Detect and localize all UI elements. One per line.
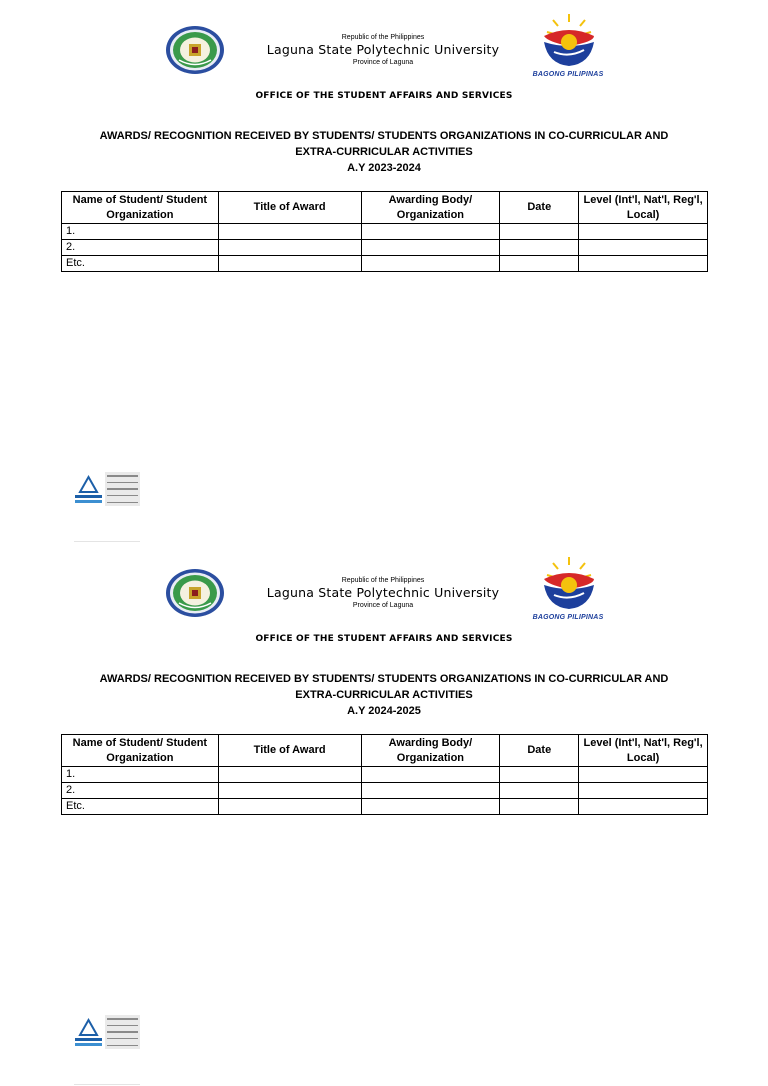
republic-text: Republic of the Philippines <box>341 34 425 41</box>
column-header: Date <box>500 735 579 767</box>
table-cell <box>500 799 579 815</box>
column-header: Awarding Body/ Organization <box>361 735 500 767</box>
table-row <box>62 224 708 240</box>
table-cell <box>500 240 579 256</box>
awards-table <box>61 191 708 272</box>
bagong-pilipinas-logo-icon <box>530 555 606 625</box>
report-title: AWARDS/ RECOGNITION RECEIVED BY STUDENTS/ STUDENTS ORGANIZATIONS IN CO-CURRICULAR AND EXTRA-CURRICULAR ACTIVITIES <box>99 130 669 158</box>
table-cell: 2. <box>62 240 219 256</box>
table-cell <box>361 799 500 815</box>
province-text: Province of Laguna <box>352 602 414 609</box>
table-cell <box>218 224 361 240</box>
table-header-row <box>62 192 708 224</box>
table-cell <box>361 256 500 272</box>
table-row <box>62 240 708 256</box>
column-header: Level (Int'l, Nat'l, Reg'l, Local) <box>579 192 708 224</box>
table-cell <box>361 783 500 799</box>
table-cell <box>579 783 708 799</box>
province-text: Province of Laguna <box>352 59 414 66</box>
table-cell <box>218 783 361 799</box>
column-header: Title of Award <box>218 735 361 767</box>
table-cell <box>579 240 708 256</box>
bagong-pilipinas-text: BAGONG PILIPINAS <box>532 71 604 78</box>
university-seal-icon <box>165 568 225 618</box>
column-header: Date <box>500 192 579 224</box>
office-title: OFFICE OF THE STUDENT AFFAIRS AND SERVICES <box>255 91 513 101</box>
column-header: Awarding Body/ Organization <box>361 192 500 224</box>
university-header <box>248 33 518 67</box>
column-header: Level (Int'l, Nat'l, Reg'l, Local) <box>579 735 708 767</box>
page-divider <box>74 541 140 542</box>
university-name: Laguna State Polytechnic University <box>266 585 500 600</box>
table-cell: Etc. <box>62 799 219 815</box>
university-header <box>248 576 518 610</box>
academic-year: A.Y 2024-2025 <box>347 705 421 717</box>
column-header: Name of Student/ Student Organization <box>62 192 219 224</box>
table-cell <box>500 224 579 240</box>
table-row <box>62 767 708 783</box>
report-heading <box>80 128 688 176</box>
table-cell <box>218 256 361 272</box>
table-cell <box>579 256 708 272</box>
page-divider <box>74 1084 140 1085</box>
column-header: Title of Award <box>218 192 361 224</box>
table-cell <box>500 783 579 799</box>
report-title: AWARDS/ RECOGNITION RECEIVED BY STUDENTS/ STUDENTS ORGANIZATIONS IN CO-CURRICULAR AND EXTRA-CURRICULAR ACTIVITIES <box>99 673 669 701</box>
table-cell <box>218 799 361 815</box>
table-row <box>62 783 708 799</box>
column-header: Name of Student/ Student Organization <box>62 735 219 767</box>
table-cell <box>361 240 500 256</box>
academic-year: A.Y 2023-2024 <box>347 162 421 174</box>
table-cell <box>579 799 708 815</box>
iso-certification-badge-icon <box>72 472 140 506</box>
bagong-pilipinas-logo-icon <box>530 12 606 82</box>
table-row <box>62 799 708 815</box>
table-cell: 1. <box>62 767 219 783</box>
table-cell <box>500 767 579 783</box>
table-cell <box>500 256 579 272</box>
bagong-pilipinas-text: BAGONG PILIPINAS <box>532 614 604 621</box>
document-page <box>0 543 768 1086</box>
republic-text: Republic of the Philippines <box>341 577 425 584</box>
table-header-row <box>62 735 708 767</box>
university-name: Laguna State Polytechnic University <box>266 42 500 57</box>
office-title: OFFICE OF THE STUDENT AFFAIRS AND SERVICES <box>255 634 513 644</box>
table-cell <box>218 767 361 783</box>
awards-table <box>61 734 708 815</box>
table-cell <box>579 767 708 783</box>
university-seal-icon <box>165 25 225 75</box>
table-row <box>62 256 708 272</box>
table-cell <box>361 767 500 783</box>
table-cell <box>579 224 708 240</box>
table-cell: 1. <box>62 224 219 240</box>
iso-certification-badge-icon <box>72 1015 140 1049</box>
table-cell <box>361 224 500 240</box>
table-cell: Etc. <box>62 256 219 272</box>
report-heading <box>80 671 688 719</box>
table-cell: 2. <box>62 783 219 799</box>
table-cell <box>218 240 361 256</box>
